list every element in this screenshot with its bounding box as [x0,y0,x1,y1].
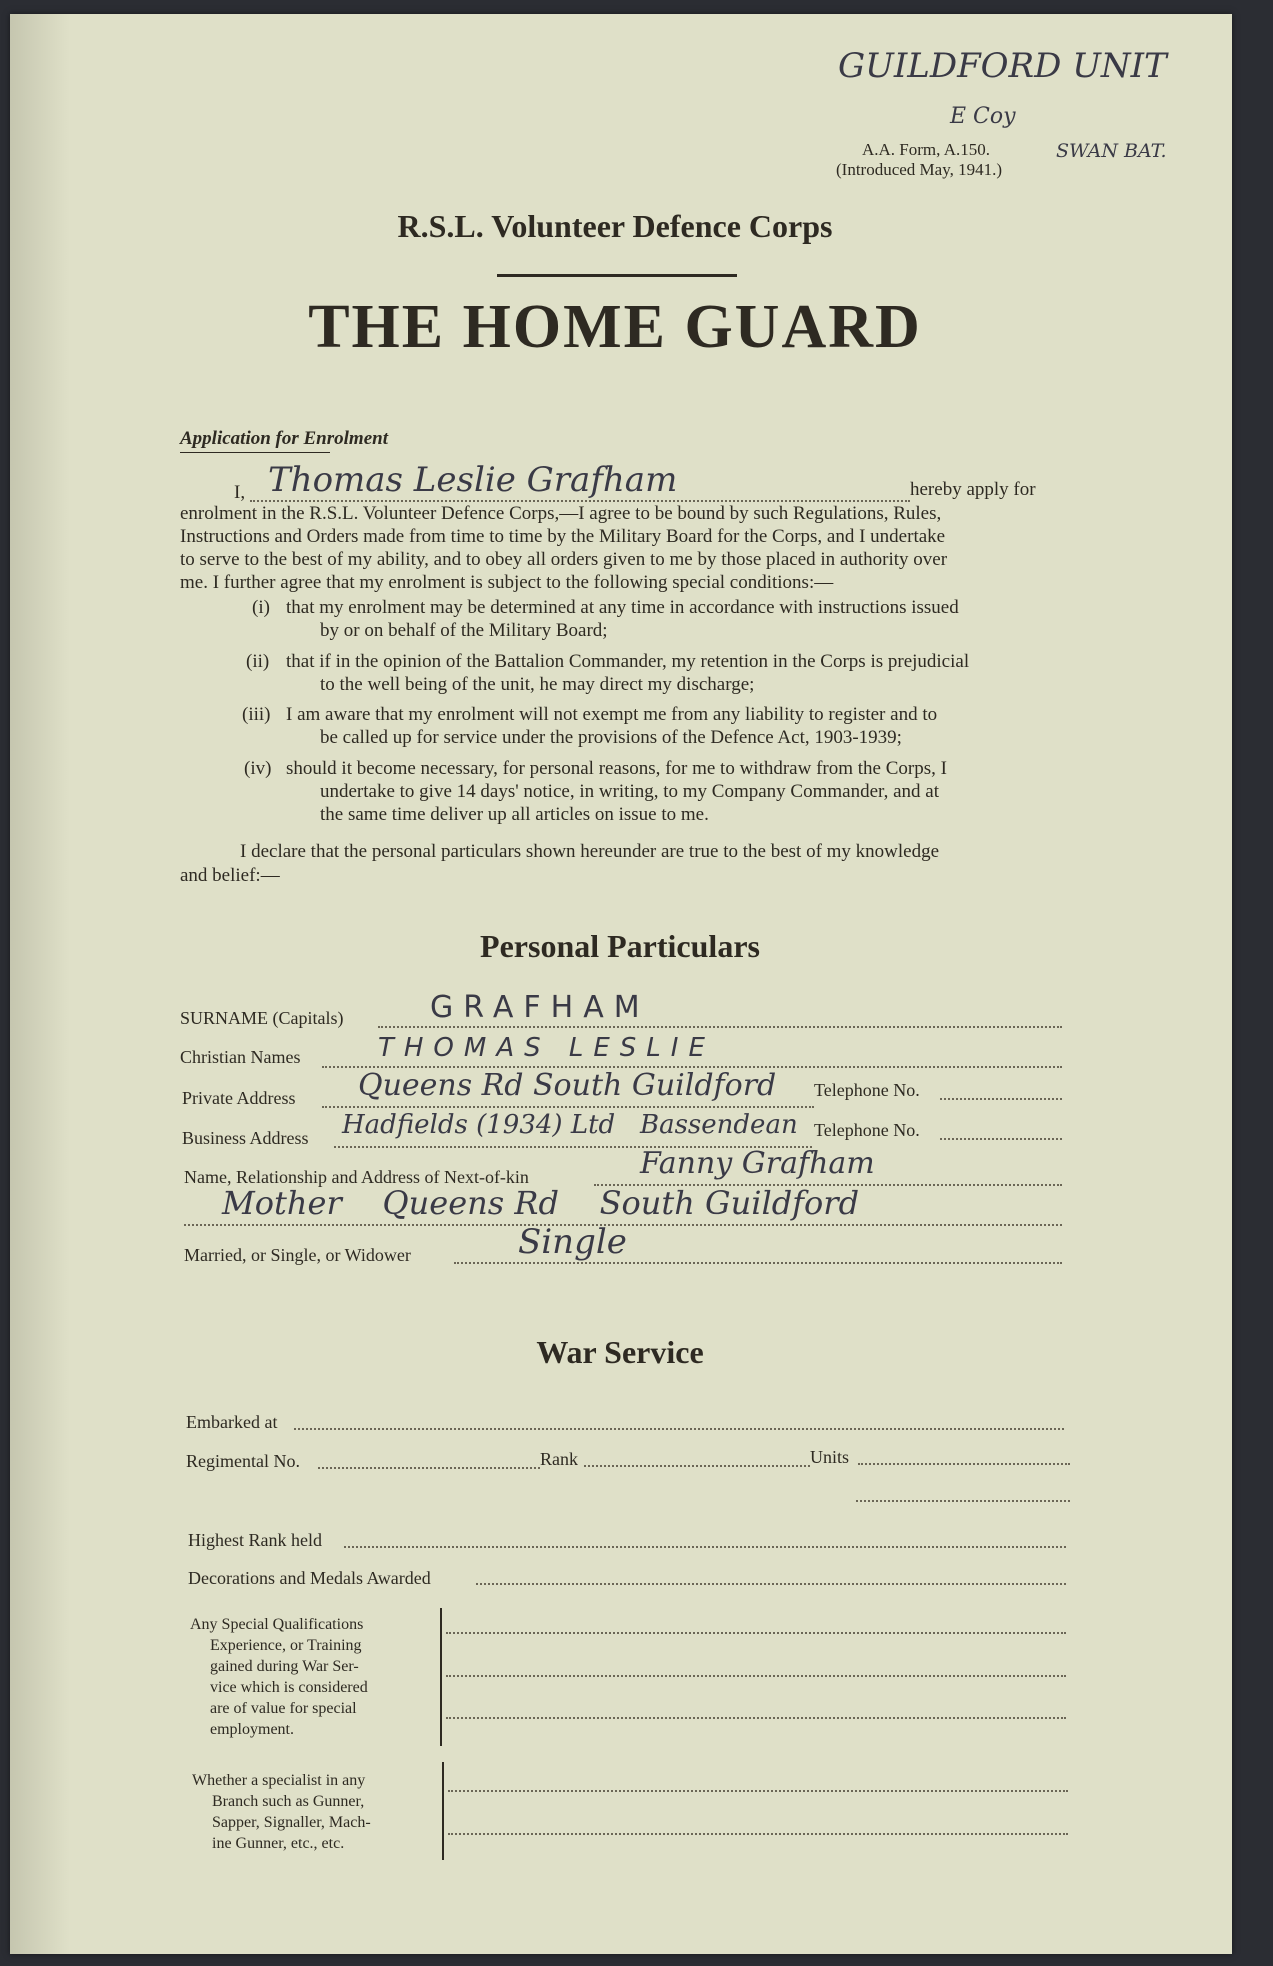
decorations-line [476,1583,1066,1585]
next-of-kin-name: Fanny Grafham [640,1146,875,1181]
paper-edge-shade [10,14,70,1954]
application-line-3: Instructions and Orders made from time to time by the Military Board for the Corps, and I undertake [180,526,946,547]
battalion-annotation: SWAN BAT. [1056,140,1167,162]
org-heading: R.S.L. Volunteer Defence Corps [397,208,833,244]
personal-particulars-heading: Personal Particulars [480,928,760,964]
specialist-line-b [448,1833,1068,1835]
christian-names-value: THOMAS LESLIE [378,1033,715,1063]
specialist-line-4: ine Gunner, etc., etc. [212,1835,345,1852]
form-number: A.A. Form, A.150. [862,140,990,159]
special-qualifications-line-b [446,1675,1066,1677]
private-telephone-label: Telephone No. [814,1080,920,1100]
embarked-label: Embarked at [186,1412,278,1432]
embarked-line [294,1428,1064,1430]
declaration-line-1: I declare that the personal particulars shown hereunder are true to the best of my knowledge [240,841,940,862]
specialist-line-2: Branch such as Gunner, [212,1793,365,1810]
business-telephone-line [940,1138,1062,1140]
specialist-line-1: Whether a specialist in any [192,1772,366,1789]
condition-1-line-1: that my enrolment may be determined at any time in accordance with instructions issued [286,597,959,618]
unit-annotation: GUILDFORD UNIT [838,46,1167,86]
business-address-label: Business Address [182,1128,309,1148]
regimental-no-line [318,1467,540,1469]
specialist-bracket [442,1762,444,1860]
applicant-name: Thomas Leslie Grafham [268,460,678,500]
marital-status-label: Married, or Single, or Widower [184,1245,411,1265]
surname-line [378,1026,1062,1028]
condition-2-line-2: to the well being of the unit, he may direct my discharge; [320,674,755,695]
units-label: Units [810,1447,850,1467]
form-introduced: (Introduced May, 1941.) [836,160,1003,179]
condition-4-line-3: the same time deliver up all articles on issue to me. [320,804,709,825]
application-heading: Application for Enrolment [180,428,388,449]
rank-label: Rank [540,1449,578,1469]
applicant-prefix: I, [234,482,246,503]
condition-1-num: (i) [252,597,270,618]
private-address-value: Queens Rd South Guildford [358,1068,777,1103]
christian-names-label: Christian Names [180,1047,301,1067]
private-address-line [322,1106,814,1108]
marital-status-line [454,1262,1062,1264]
condition-3-line-2: be called up for service under the provisions of the Defence Act, 1903-1939; [320,727,902,748]
units-line [858,1463,1070,1465]
specialist-label [192,1770,371,1854]
highest-rank-label: Highest Rank held [188,1530,322,1550]
application-line-2: enrolment in the R.S.L. Volunteer Defence Corps,—I agree to be bound by such Regulations, Rules, [180,503,942,524]
condition-2-line-1: that if in the opinion of the Battalion Commander, my retention in the Corps is prejudicial [286,651,970,672]
condition-1-line-2: by or on behalf of the Military Board; [320,620,608,641]
condition-4-line-2: undertake to give 14 days' notice, in writing, to my Company Commander, and at [320,781,939,802]
special-qualifications-line-3: gained during War Ser- [210,1658,359,1675]
special-qualifications-line-2: Experience, or Training [210,1637,362,1654]
surname-label: SURNAME (Capitals) [180,1008,344,1028]
application-underline [180,452,330,453]
special-qualifications-line-4: vice which is considered [210,1679,368,1696]
application-line-5: me. I further agree that my enrolment is subject to the following special conditions:— [180,572,834,593]
condition-3-line-1: I am aware that my enrolment will not exempt me from any liability to register and to [286,704,938,725]
special-qualifications-line-5: are of value for special [210,1700,357,1717]
apply-suffix: hereby apply for [910,479,1036,500]
units-line-2 [856,1500,1070,1502]
regimental-no-label: Regimental No. [186,1451,300,1471]
special-qualifications-line-6: employment. [210,1721,294,1738]
war-service-heading: War Service [536,1334,704,1370]
special-qualifications-line-a [446,1632,1066,1634]
condition-3-num: (iii) [242,704,271,725]
surname-value: GRAFHAM [430,990,650,1025]
special-qualifications-bracket [440,1608,442,1746]
specialist-line-3: Sapper, Signaller, Mach- [212,1814,371,1831]
special-qualifications-line-1: Any Special Qualifications [190,1616,364,1633]
page-title: THE HOME GUARD [308,293,922,361]
header-rule [497,274,737,277]
business-telephone-label: Telephone No. [814,1120,920,1140]
next-of-kin-label: Name, Relationship and Address of Next-of-kin [184,1167,529,1187]
condition-4-num: (iv) [244,758,272,779]
business-address-value: Hadfields (1934) Ltd Bassendean [342,1110,798,1140]
next-of-kin-address: Mother Queens Rd South Guildford [222,1184,860,1222]
specialist-line-a [448,1790,1068,1792]
special-qualifications-line-c [446,1717,1066,1719]
condition-2-num: (ii) [246,651,270,672]
condition-4-line-1: should it become necessary, for personal reasons, for me to withdraw from the Corps, I [286,758,947,779]
highest-rank-line [344,1546,1066,1548]
rank-line [584,1465,810,1467]
decorations-label: Decorations and Medals Awarded [188,1568,431,1588]
special-qualifications-label [190,1614,368,1740]
application-line-4: to serve to the best of my ability, and to obey all orders given to me by those placed in authority over [180,549,948,570]
private-telephone-line [940,1098,1062,1100]
coy-annotation: E Coy [950,104,1016,129]
marital-status-value: Single [518,1222,627,1262]
declaration-line-2: and belief:— [180,865,280,886]
private-address-label: Private Address [182,1088,296,1108]
